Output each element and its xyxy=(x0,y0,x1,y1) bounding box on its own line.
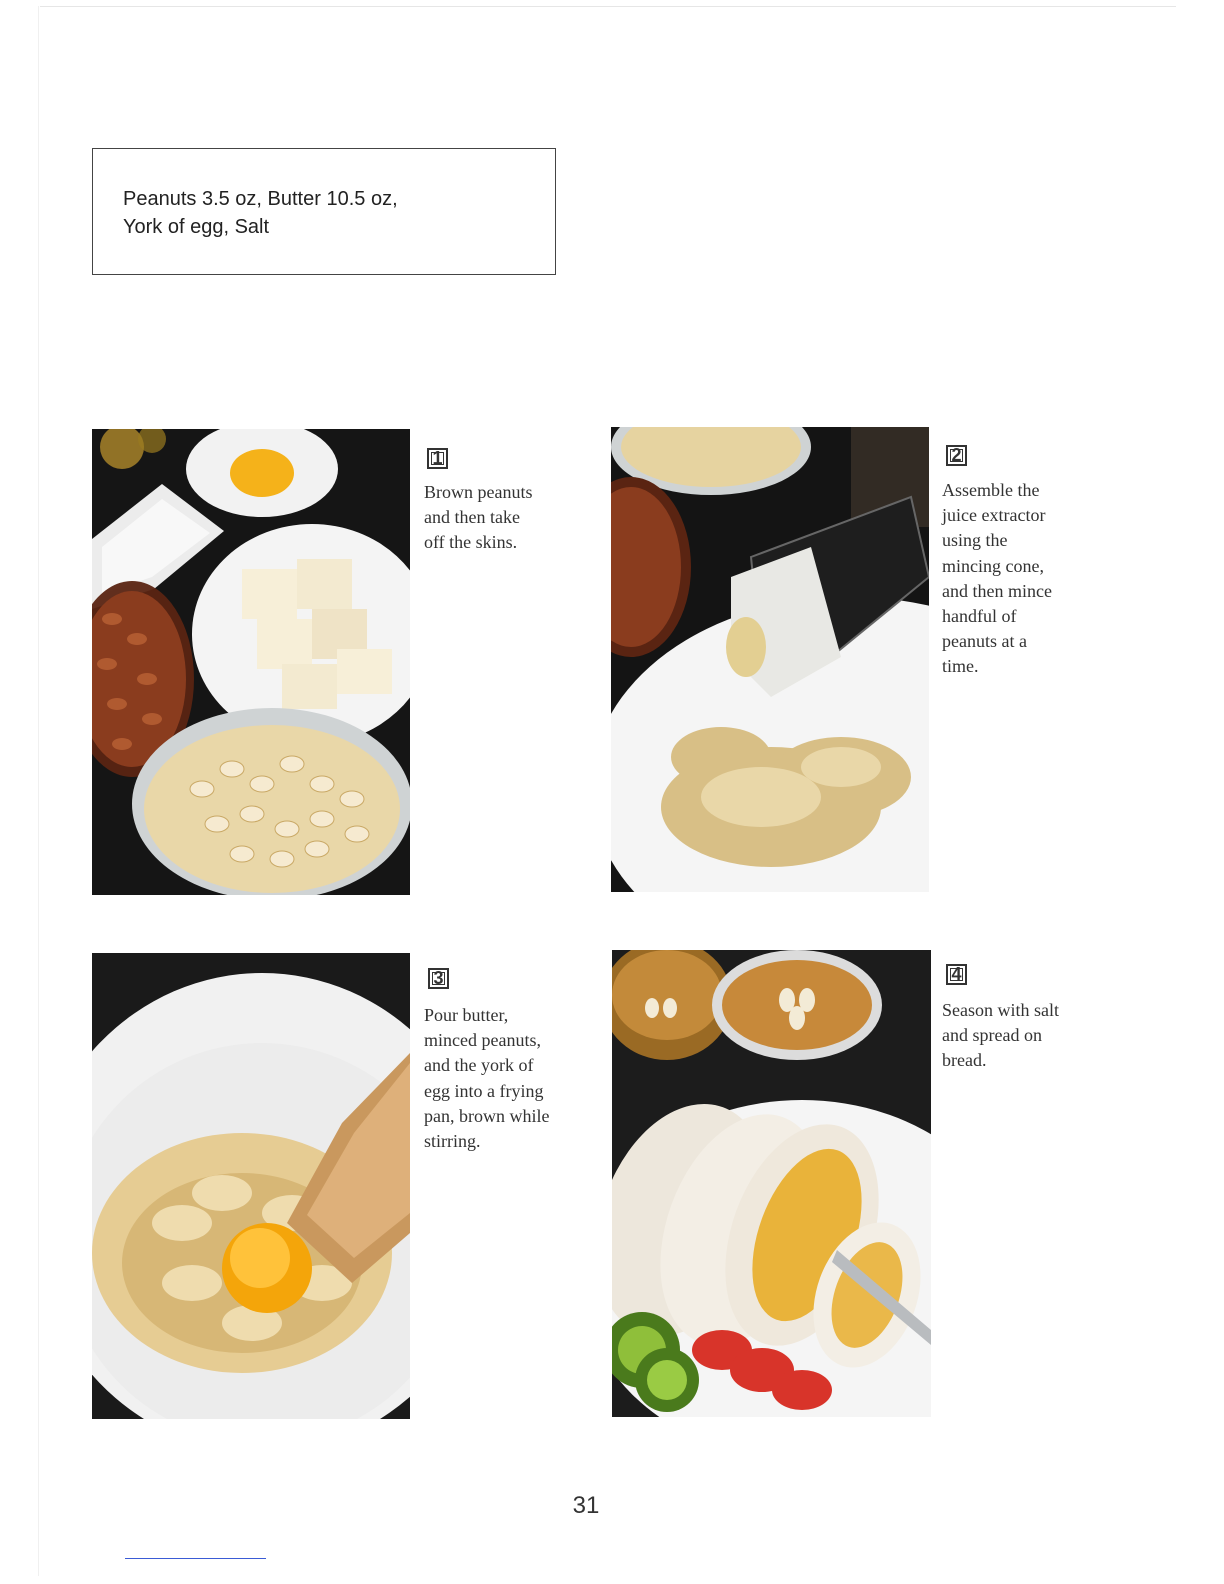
link-underline xyxy=(125,1558,266,1559)
step-instruction: Pour butter, minced peanuts, and the york of egg into a frying pan, brown while stirring. xyxy=(424,1005,550,1152)
ingredients-line: Peanuts 3.5 oz, Butter 10.5 oz, xyxy=(123,188,398,210)
photo-peanut-butter-bread xyxy=(612,950,931,1417)
ingredients-box xyxy=(92,148,556,275)
page-edge xyxy=(38,6,39,1576)
photo-ingredients xyxy=(92,429,410,895)
step-number-badge: 4 xyxy=(946,964,967,985)
ingredients-line: York of egg, Salt xyxy=(123,216,270,238)
page-edge xyxy=(40,6,1176,7)
page-number: 31 xyxy=(572,1492,600,1519)
step-instruction: Season with salt and spread on bread. xyxy=(942,1000,1059,1071)
step-instruction: Assemble the juice extractor using the mincing cone, and then mince handful of peanuts at a time. xyxy=(942,480,1052,677)
step-instruction: Brown peanuts and then take off the skins. xyxy=(424,482,533,553)
step-number-badge: 2 xyxy=(946,445,967,466)
photo-frying-pan xyxy=(92,953,410,1419)
step-number-badge: 3 xyxy=(428,968,449,989)
photo-mincing-peanuts xyxy=(611,427,929,892)
step-number-badge: 1 xyxy=(427,448,448,469)
